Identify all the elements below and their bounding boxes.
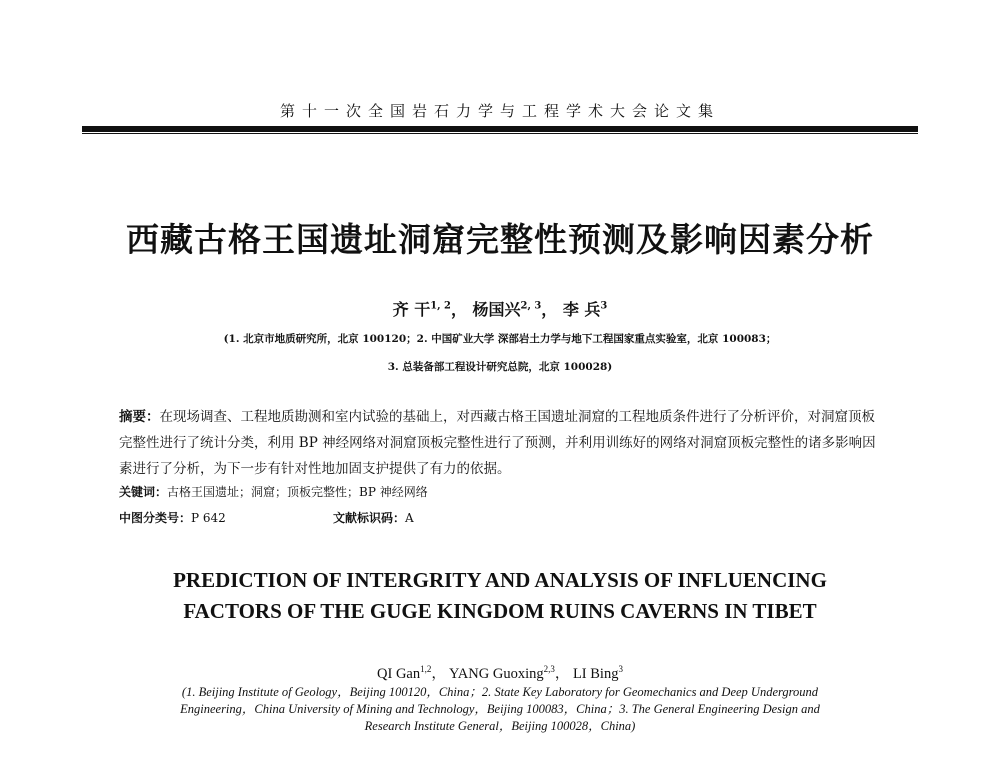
author-affiliation-mark: 1,2 xyxy=(420,664,432,675)
author-name: 杨国兴 xyxy=(472,300,521,319)
author-affiliation-mark: 3 xyxy=(618,664,623,675)
author-name: LI Bing xyxy=(572,666,619,682)
abstract-text: 在现场调查、工程地质勘测和室内试验的基础上，对西藏古格王国遗址洞窟的工程地质条件进行了分析评价，对洞窟顶板完整性进行了统计分类，利用 BP 神经网络对洞窟顶板完整性进行了预测，并利用训练好的网络对洞窟顶板完整性的诸多影响因素进行了分析，为下一步有针对性地加固支护提供了有力的依据。 xyxy=(119,409,876,477)
chinese-title: 西藏古格王国遗址洞窟完整性预测及影响因素分析 xyxy=(126,220,874,259)
english-title-line-1: PREDICTION OF INTERGRITY AND ANALYSIS OF INFLUENCING xyxy=(173,568,827,592)
author-separator: ， xyxy=(431,666,446,682)
keywords-label: 关键词： xyxy=(119,485,168,499)
english-affiliation-line-3: Research Institute General，Beijing 100028，China) xyxy=(364,719,636,733)
author-affiliation-mark: 1, 2 xyxy=(430,300,451,312)
keywords xyxy=(119,483,885,500)
english-authors xyxy=(0,662,1000,683)
english-title-line-2: FACTORS OF THE GUGE KINGDOM RUINS CAVERNS IN TIBET xyxy=(183,599,817,623)
author-separator: ， xyxy=(450,300,467,319)
keywords-text: 古格王国遗址；洞窟；顶板完整性；BP 神经网络 xyxy=(167,485,428,499)
author-affiliation-mark: 2, 3 xyxy=(520,300,542,312)
classification-value: P 642 xyxy=(191,511,226,525)
abstract xyxy=(119,404,885,482)
chinese-affiliation-line-1: (1. 北京市地质研究所，北京 100120；2. 中国矿业大学 深部岩土力学与地下工程国家重点实验室，北京 100083； xyxy=(223,333,777,345)
author-name: YANG Guoxing xyxy=(448,666,544,682)
english-affiliation-line-1: (1. Beijing Institute of Geology，Beijing 100120，China；2. State Key Laboratory for Geomechanics and Deep Underground xyxy=(181,685,819,699)
abstract-label: 摘要： xyxy=(119,409,160,425)
author-name: 李 兵 xyxy=(562,300,601,319)
author-affiliation-mark: 3 xyxy=(600,300,608,312)
document-code-label: 文献标识码： xyxy=(333,511,406,525)
author-name: 齐 干 xyxy=(392,300,431,319)
document-code xyxy=(333,509,414,526)
classification-line xyxy=(119,509,885,526)
header-rule-thin xyxy=(82,133,918,134)
english-affiliations xyxy=(95,684,905,735)
document-code-value: A xyxy=(405,511,414,525)
chinese-affiliation-line-2: 3. 总装备部工程设计研究总院，北京 100028) xyxy=(387,361,613,373)
header-rule-thick xyxy=(82,126,918,132)
running-header: 第十一次全国岩石力学与工程学术大会论文集 xyxy=(279,102,720,120)
chinese-authors xyxy=(0,297,1000,320)
author-affiliation-mark: 2,3 xyxy=(543,664,555,675)
author-separator: ， xyxy=(554,666,570,682)
classification-label: 中图分类号： xyxy=(119,511,192,525)
english-affiliation-line-2: Engineering，China University of Mining and Technology，Beijing 100083，China；3. The General Engineering Design and xyxy=(180,702,820,716)
author-name: QI Gan xyxy=(377,666,421,682)
english-title xyxy=(0,565,1000,627)
author-separator: ， xyxy=(541,300,558,319)
